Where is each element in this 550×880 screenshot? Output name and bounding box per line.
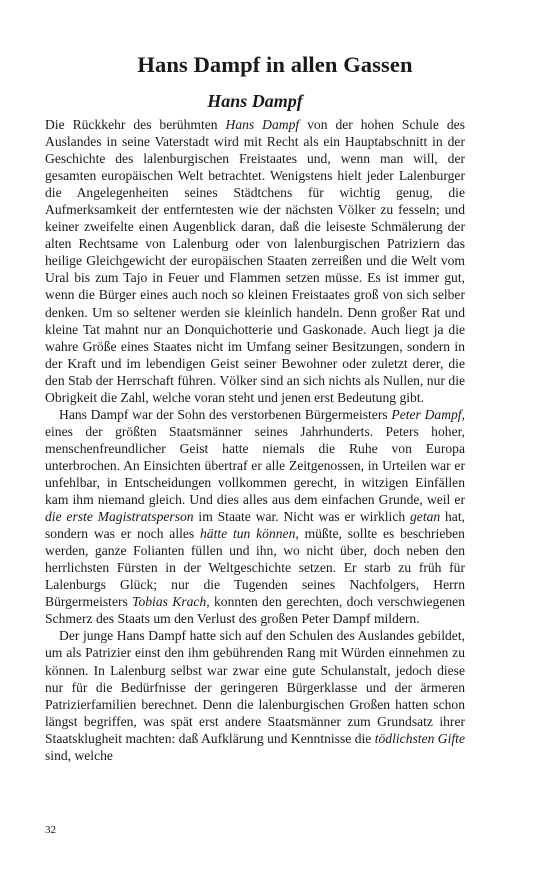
italic-phrase: hätte tun können, — [200, 526, 299, 542]
body-text — [45, 116, 465, 764]
paragraph-2: Hans Dampf war der Sohn des verstorbenen Bürgermeisters Peter Dampf, eines der größten Staatsmänner seines Jahrhunderts. Peters hoher, menschenfreundlicher Geist hatte niemals die Ruhe von Europa unterbrochen. An Einsichten übertraf er alle Zeitgenossen, in Urteilen war er unfehlbar, in Entscheidungen vollkommen gerecht, in witzigen Einfällen kam ihm niemand gleich. Und dies alles aus dem einfachen Grunde, weil er die erste Magistratsperson im Staate war. Nicht was er wirklich getan hat, sondern was er noch alles hätte tun können, müßte, sollte es beschrieben werden, ganze Folianten füllen und ihn, wo nicht über, doch neben den herrlichsten Fürsten in der Weltgeschichte setzen. Er starb zu früh für Lalenburgs Glück; nur die Tugenden seines Nachfolgers, Herrn Bürgermeisters Tobias Krach, konnten den gerechten, doch verschwiegenen Schmerz des Staats um den Verlust des großen Peter Dampf mildern. — [45, 406, 466, 627]
italic-phrase: tödlichsten Gifte — [374, 730, 465, 746]
paragraph-3: Der junge Hans Dampf hatte sich auf den Schulen des Auslandes gebildet, um als Patrizier einst den ihm gebührenden Rang mit Würden einnehmen zu können. In Lalenburg selbst war zwar eine gute Schulanstalt, jedoch diese nur für die Bedürfnisse der geringeren Bürgerklasse und der ärmeren Patrizierfamilien berechnet. Denn die lalenburgischen Großen hatten schon längst begriffen, was spät erst andere Staatsmänner zum Grundsatz ihrer Staatsklugheit machten: daß Aufklärung und Kenntnisse die tödlichsten Gifte sind, welche — [45, 628, 465, 763]
italic-phrase: Tobias Krach, — [132, 594, 210, 610]
chapter-title: Hans Dampf in allen Gassen — [137, 52, 413, 77]
italic-phrase: die erste Magistratsperson — [45, 509, 194, 525]
section-subtitle: Hans Dampf — [207, 91, 303, 111]
italic-phrase: getan — [409, 509, 441, 525]
page-number: 32 — [45, 824, 56, 836]
italic-phrase: Hans Dampf — [225, 117, 300, 132]
italic-phrase: Peter Dampf, — [391, 406, 465, 422]
paragraph-1: Die Rückkehr des berühmten Hans Dampf von der hohen Schule des Auslandes in seine Vaterstadt wird mit Recht als ein Hauptabschnitt in der Geschichte des lalenburgischen Freistaates und, wenn man will, der gesamten europäischen Welt betrachtet. Wenigstens hielt jeder Lalenburger die Angelegenheiten seines Städtchens für wichtig genug, die Aufmerksamkeit der entferntesten wie der nächsten Völker zu fesseln; und keiner zweifelte einen Augenblick daran, daß die leiseste Schmälerung der alten Rechtsame von Lalenburg oder von lalenburgischen Patriziern das heilige Gleichgewicht der europäischen Staaten zerreißen und die Welt vom Ural bis zum Tajo in Feuer und Flammen setzen müsse. Es ist immer gut, wenn die Bürger eines auch noch so kleinen Freistaates groß von sich selber denken. Um so seltener werden sie kleinlich handeln. Denn großer Rat und kleine Tat mahnt nur an Donquichotterie und Gaskonade. Auch liegt ja die wahre Größe eines Staates nicht im Umfang seiner Besitzungen, sondern in der Kraft und im lebendigen Geist seiner Bewohner oder zuletzt derer, die den Stab der Herrschaft führen. Völker sind an sich nichts als Nullen, nur die Obrigkeit die Zahl, welche voran steht und jenen erst Bedeutung gibt. — [45, 117, 465, 405]
